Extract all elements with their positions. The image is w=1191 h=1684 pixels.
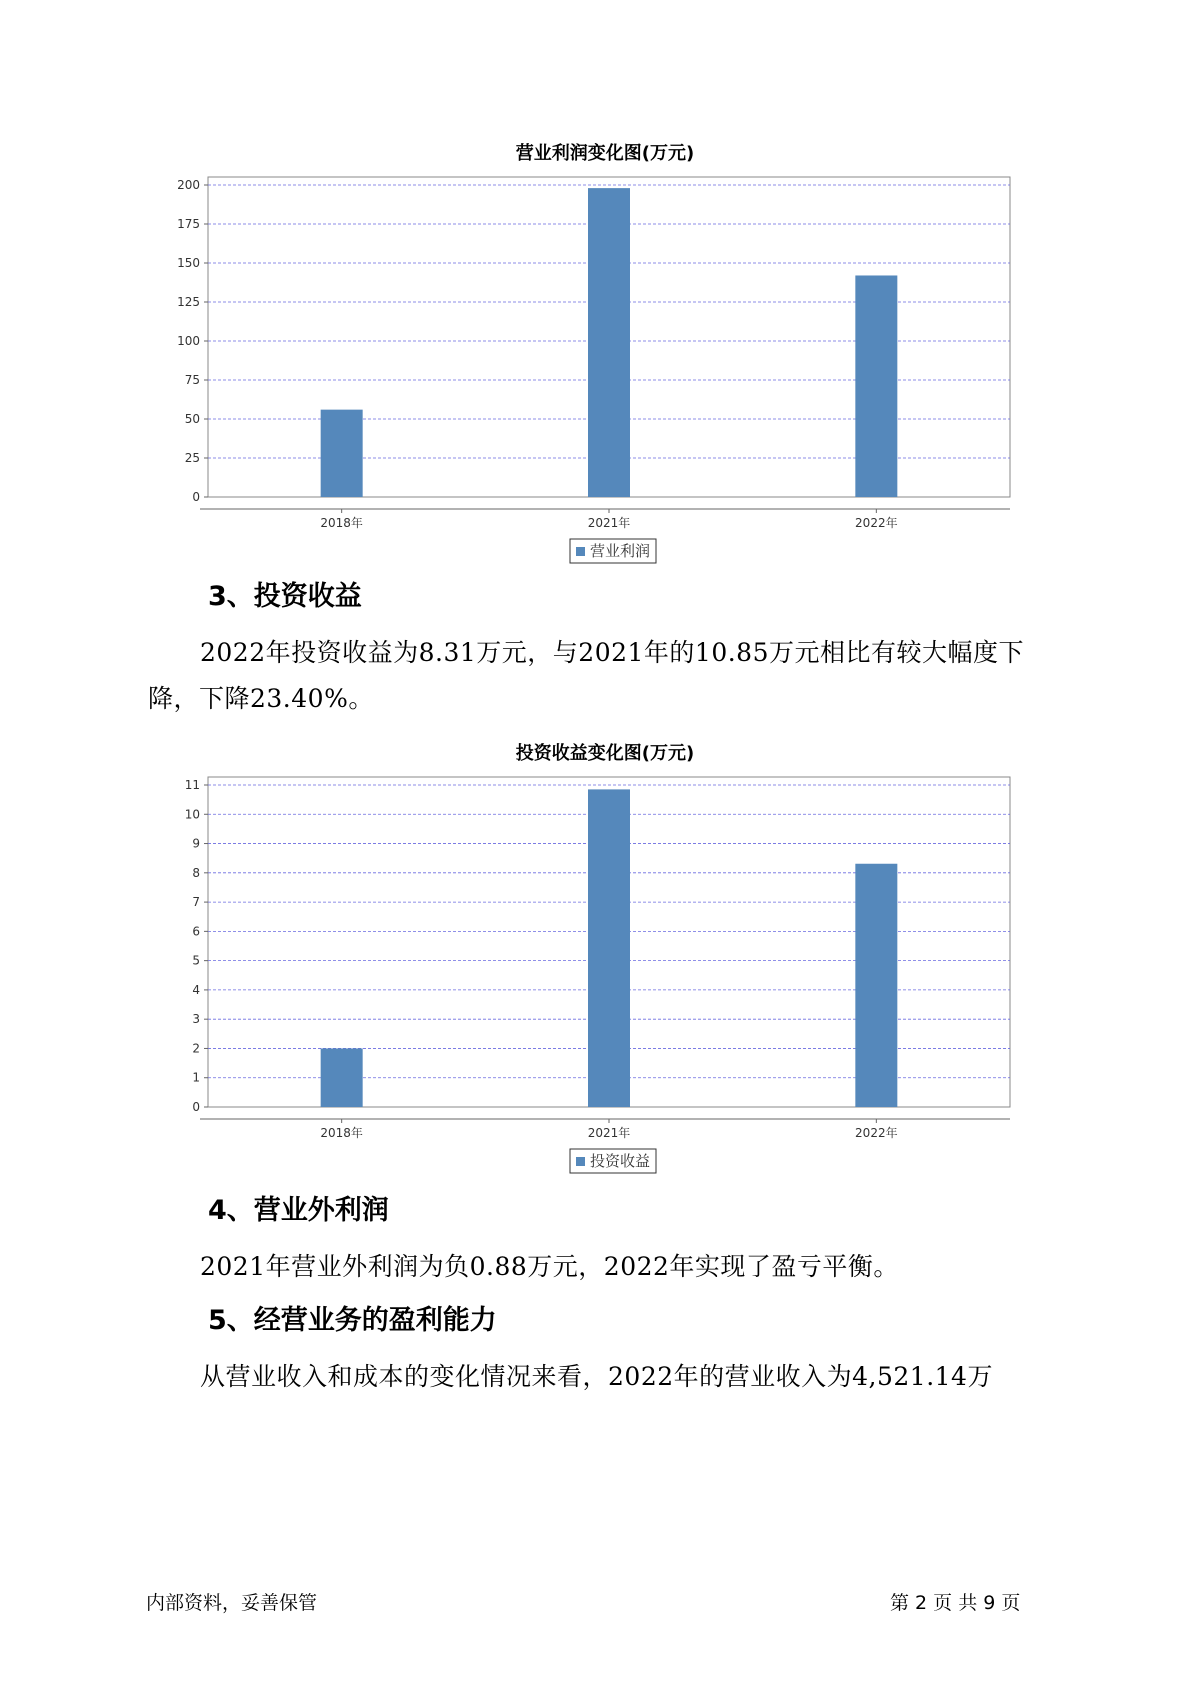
section-heading-profitability: 5、经营业务的盈利能力 [208,1305,497,1336]
bar [588,188,630,497]
x-tick-label: 2018年 [320,1126,363,1140]
y-tick-label: 150 [177,256,200,270]
bar [855,864,897,1107]
y-tick-label: 6 [192,924,200,939]
chart-title: 营业利润变化图(万元) [515,143,695,164]
y-tick-label: 8 [192,865,200,880]
paragraph-non-operating [148,1244,1058,1290]
y-tick-label: 3 [192,1012,200,1027]
y-tick-label: 200 [177,178,200,192]
x-tick-label: 2018年 [320,516,363,530]
y-tick-label: 0 [192,1100,200,1114]
y-tick-label: 100 [177,334,200,348]
paragraph-line: 2021年营业外利润为负0.88万元，2022年实现了盈亏平衡。 [200,1252,899,1281]
y-tick-label: 125 [177,295,200,309]
footer-page-number: 第 2 页 共 9 页 [890,1592,1021,1614]
y-tick-label: 0 [192,490,200,504]
y-tick-label: 4 [192,982,200,997]
legend-label: 投资收益 [590,1152,651,1170]
y-tick-label: 10 [184,807,200,822]
bar-chart [184,767,1020,1187]
paragraph-line: 2022年投资收益为8.31万元，与2021年的10.85万元相比有较大幅度下 [200,638,1024,667]
bar [321,410,363,497]
footer-confidential: 内部资料，妥善保管 [146,1592,318,1614]
y-tick-label: 2 [192,1041,200,1056]
x-tick-label: 2021年 [587,1126,631,1140]
y-tick-label: 11 [184,778,200,792]
x-tick-label: 2022年 [855,516,898,530]
y-tick-label: 75 [184,373,200,387]
y-tick-label: 1 [192,1070,200,1085]
bar-chart [177,167,1020,577]
paragraph-line: 降，下降23.40%。 [148,684,374,713]
y-tick-label: 25 [184,451,200,465]
bar [855,275,897,497]
chart-operating-profit [177,141,1020,577]
y-tick-label: 5 [192,953,200,968]
y-tick-label: 50 [184,412,200,426]
section-heading-investment: 3、投资收益 [208,581,362,612]
bar [321,1048,363,1107]
chart-investment-income [184,741,1020,1187]
paragraph-profitability [148,1354,1058,1400]
legend-swatch [576,1157,585,1166]
chart-title: 投资收益变化图(万元) [515,743,695,764]
y-tick-label: 175 [177,217,200,231]
section-heading-non-operating: 4、营业外利润 [208,1195,389,1226]
paragraph-investment [148,630,1058,722]
x-tick-label: 2021年 [587,516,631,530]
x-tick-label: 2022年 [855,1126,898,1140]
paragraph-line: 从营业收入和成本的变化情况来看，2022年的营业收入为4,521.14万 [200,1362,993,1391]
y-tick-label: 9 [192,836,200,851]
bar [588,789,630,1107]
legend-label: 营业利润 [590,542,651,560]
y-tick-label: 7 [192,895,200,910]
legend-swatch [576,547,585,556]
